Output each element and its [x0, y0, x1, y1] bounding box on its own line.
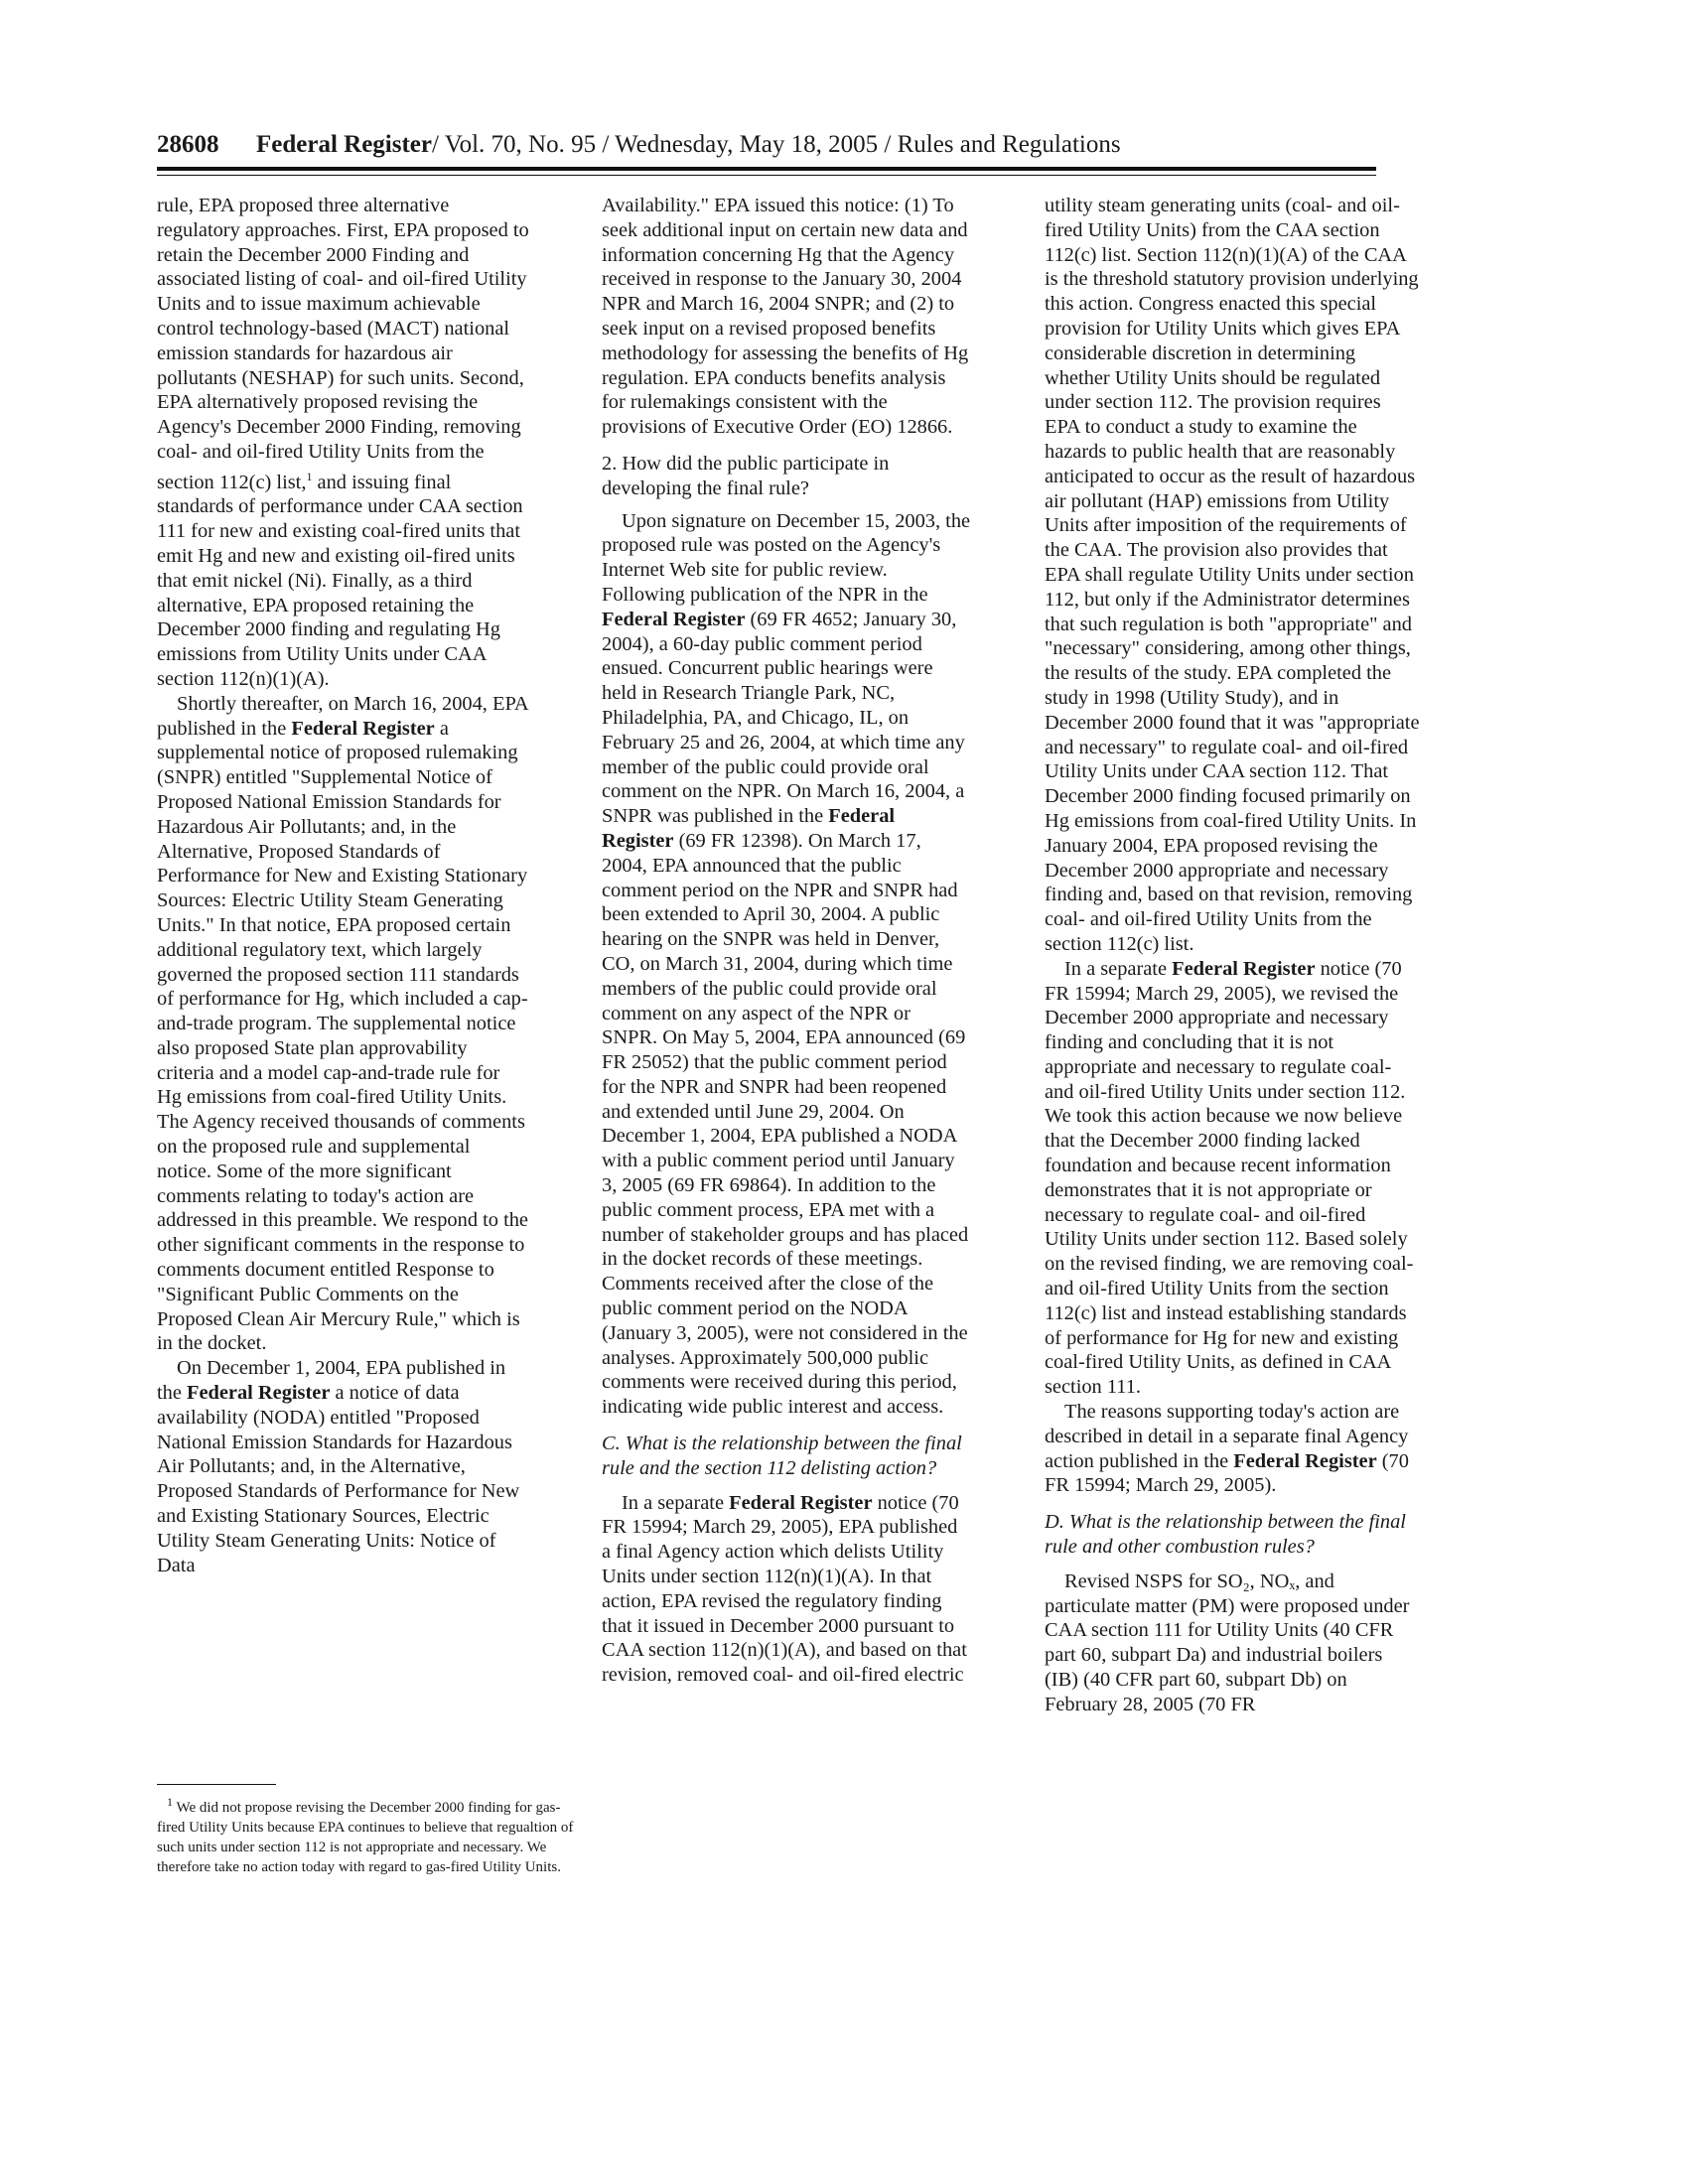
text: a supplemental notice of proposed rulemaking (SNPR) entitled "Supplemental Notice of Proposed National Emission Standards for Hazardous Air Pollutants; and, in the Alternative, Proposed Standards of Performance for New and Existing Stationary Sources: Electric Utility Steam Generating Units." In that notice, EPA proposed certain additional regulatory text, which largely governed the proposed section 111 standards of performance for Hg, which included a cap-and-trade program. The supplemental notice also proposed State plan approvability criteria and a model cap-and-trade rule for Hg emissions from coal-fired Utility Units. The Agency received thousands of comments on the proposed rule and supplemental notice. Some of the more significant comments relating to today's action are addressed in this preamble. We respond to the other significant comments in the response to comments document entitled Response to "Significant Public Comments on the Proposed Clean Air Mercury Rule," which is in the docket. — [157, 717, 528, 1355]
paragraph — [1045, 957, 1420, 1400]
page-header — [157, 127, 1376, 163]
paragraph — [157, 194, 529, 692]
column-3 — [1045, 194, 1420, 1717]
paragraph — [602, 509, 971, 1420]
federal-register-ref: Federal Register — [729, 1491, 873, 1514]
federal-register-ref: Federal Register — [187, 1382, 331, 1405]
footnote-mark: 1 — [167, 1795, 173, 1809]
footnote-text: We did not propose revising the December 2000 finding for gas-fired Utility Units because EPA continues to believe that regualtion of such units under section 112 is not appropriate and necessary. We therefore take no action today with regard to gas-fired Utility Units. — [157, 1800, 574, 1875]
paragraph: utility steam generating units (coal- and oil-fired Utility Units) from the CAA section 112(c) list. Section 112(n)(1)(A) of the CAA is the threshold statutory provision underlying this action. Congress enacted this special provision for Utility Units which gives EPA considerable discretion in determining whether Utility Units should be regulated under section 112. The provision requires EPA to conduct a study to examine the hazards to public health that are reasonably anticipated to occur as the result of hazardous air pollutant (HAP) emissions from Utility Units after imposition of the requirements of the CAA. The provision also provides that EPA shall regulate Utility Units under section 112, but only if the Administrator determines that such regulation is both "appropriate" and "necessary" considering, among other things, the results of the study. EPA completed the study in 1998 (Utility Study), and in December 2000 found that it was "appropriate and necessary" to regulate coal- and oil-fired Utility Units under CAA section 112. That December 2000 finding focused primarily on Hg emissions from coal-fired Utility Units. In January 2004, EPA proposed revising the December 2000 appropriate and necessary finding and, based on that revision, removing coal- and oil-fired Utility Units from the section 112(c) list. — [1045, 195, 1420, 955]
paragraph — [1045, 1400, 1420, 1498]
text: (69 FR 12398). On March 17, 2004, EPA announced that the public comment period on the NPR and SNPR had been extended to April 30, 2004. A public hearing on the SNPR was held in Denver, CO, on March 31, 2004, during which time members of the public could provide oral comment on any aspect of the NPR or SNPR. On May 5, 2004, EPA announced (69 FR 25052) that the public comment period for the NPR and SNPR had been reopened and extended until June 29, 2004. On December 1, 2004, EPA published a NODA with a public comment period until January 3, 2005 (69 FR 69864). In addition to the public comment process, EPA met with a number of stakeholder groups and has placed in the docket records of these meetings. Comments received after the close of the public comment period on the NODA (January 3, 2005), were not considered in the analyses. Approximately 500,000 public comments were received during this period, indicating wide public interest and access. — [602, 829, 969, 1419]
page-number: 28608 — [157, 131, 219, 158]
footnote-ref: 1 — [306, 469, 313, 483]
federal-register-ref: Federal Register — [1233, 1449, 1377, 1472]
text: In a separate — [1064, 957, 1173, 980]
text: Shortly thereafter, on March 16, 2004, EPA published in the — [157, 692, 528, 740]
publication-title — [256, 127, 1121, 163]
text: On December 1, 2004, EPA published in the — [157, 1357, 506, 1405]
federal-register-ref: Federal Register — [602, 805, 896, 852]
text: a notice of data availability (NODA) entitled "Proposed National Emission Standards for Hazardous Air Pollutants; and, in the Alternative, Proposed Standards of Performance for New and Existing Stationary Sources, Electric Utility Steam Generating Units: Notice of Data — [157, 1382, 520, 1576]
header-rule-thick — [157, 167, 1376, 171]
footnote-rule — [157, 1784, 276, 1785]
column-1 — [157, 194, 529, 1577]
column-2 — [602, 194, 971, 1688]
paragraph: Revised NSPS for SO₂, NOₓ, and particulate matter (PM) were proposed under CAA section 111 for Utility Units (40 CFR part 60, subpart Da) and industrial boilers (IB) (40 CFR part 60, subpart Db) on February 28, 2005 (70 FR — [1045, 1570, 1410, 1715]
header-rule-thin — [157, 175, 1376, 176]
text: rule, EPA proposed three alternative regulatory approaches. First, EPA proposed to retain the December 2000 Finding and associated listing of coal- and oil-fired Utility Units and to issue maximum achievable control technology-based (MACT) national emission standards for hazardous air pollutants (NESHAP) for such units. Second, EPA alternatively proposed revising the Agency's December 2000 Finding, removing coal- and oil-fired Utility Units from the section 112(c) list, — [157, 195, 529, 493]
text: (69 FR 4652; January 30, 2004), a 60-day public comment period ensued. Concurrent public hearings were held in Research Triangle Park, NC, Philadelphia, PA, and Chicago, IL, on February 25 and 26, 2004, at which time any member of the public could provide oral comment on the NPR. On March 16, 2004, a SNPR was published in the — [602, 608, 965, 828]
issue-info: / Vol. 70, No. 95 / Wednesday, May 18, 2005 / Rules and Regulations — [432, 131, 1121, 158]
paragraph — [157, 692, 529, 1357]
section-heading-c: C. What is the relationship between the final rule and the section 112 delisting action? — [602, 1433, 962, 1479]
publication-name: Federal Register — [256, 131, 433, 158]
federal-register-ref: Federal Register — [602, 608, 746, 630]
footnote — [157, 1792, 574, 1877]
text: notice (70 FR 15994; March 29, 2005), we revised the December 2000 appropriate and necessary finding and concluding that it is not appropriate and necessary to regulate coal- and oil-fired Utility Units under section 112. We took this action because we now believe that the December 2000 finding lacked foundation and because recent information demonstrates that it is not appropriate or necessary to regulate coal- and oil-fired Utility Units under section 112. Based solely on the revised finding, we are removing coal- and oil-fired Utility Units from the section 112(c) list and instead establishing standards of performance for Hg for new and existing coal-fired Utility Units, as defined in CAA section 111. — [1045, 957, 1414, 1399]
text: Upon signature on December 15, 2003, the proposed rule was posted on the Agency's Internet Web site for public review. Following publication of the NPR in the — [602, 509, 971, 606]
federal-register-ref: Federal Register — [1172, 957, 1316, 980]
text: (70 FR 15994; March 29, 2005). — [1045, 1449, 1409, 1497]
text: The reasons supporting today's action are described in detail in a separate final Agency action published in the — [1045, 1401, 1409, 1472]
text: notice (70 FR 15994; March 29, 2005), EPA published a final Agency action which delists Utility Units under section 112(n)(1)(A). In that action, EPA revised the regulatory finding that it issued in December 2000 pursuant to CAA section 112(n)(1)(A), and based on that revision, removed coal- and oil-fired electric — [602, 1491, 967, 1687]
text: and issuing final standards of performance under CAA section 111 for new and existing coal-fired units that emit Hg and new and existing oil-fired units that emit nickel (Ni). Finally, as a third alternative, EPA proposed retaining the December 2000 finding and regulating Hg emissions from Utility Units under CAA section 112(n)(1)(A). — [157, 471, 523, 690]
paragraph — [602, 1491, 971, 1688]
text: In a separate — [622, 1491, 730, 1514]
section-heading-d: D. What is the relationship between the final rule and other combustion rules? — [1045, 1511, 1406, 1559]
question-heading: 2. How did the public participate in developing the final rule? — [602, 452, 890, 499]
federal-register-ref: Federal Register — [291, 717, 435, 740]
paragraph: Availability." EPA issued this notice: (1) To seek additional input on certain new data and information concerning Hg that the Agency received in response to the January 30, 2004 NPR and March 16, 2004 SNPR; and (2) to seek input on a revised proposed benefits methodology for assessing the benefits of Hg regulation. EPA conducts benefits analysis for rulemakings consistent with the provisions of Executive Order (EO) 12866. — [602, 195, 969, 439]
paragraph — [157, 1356, 529, 1577]
